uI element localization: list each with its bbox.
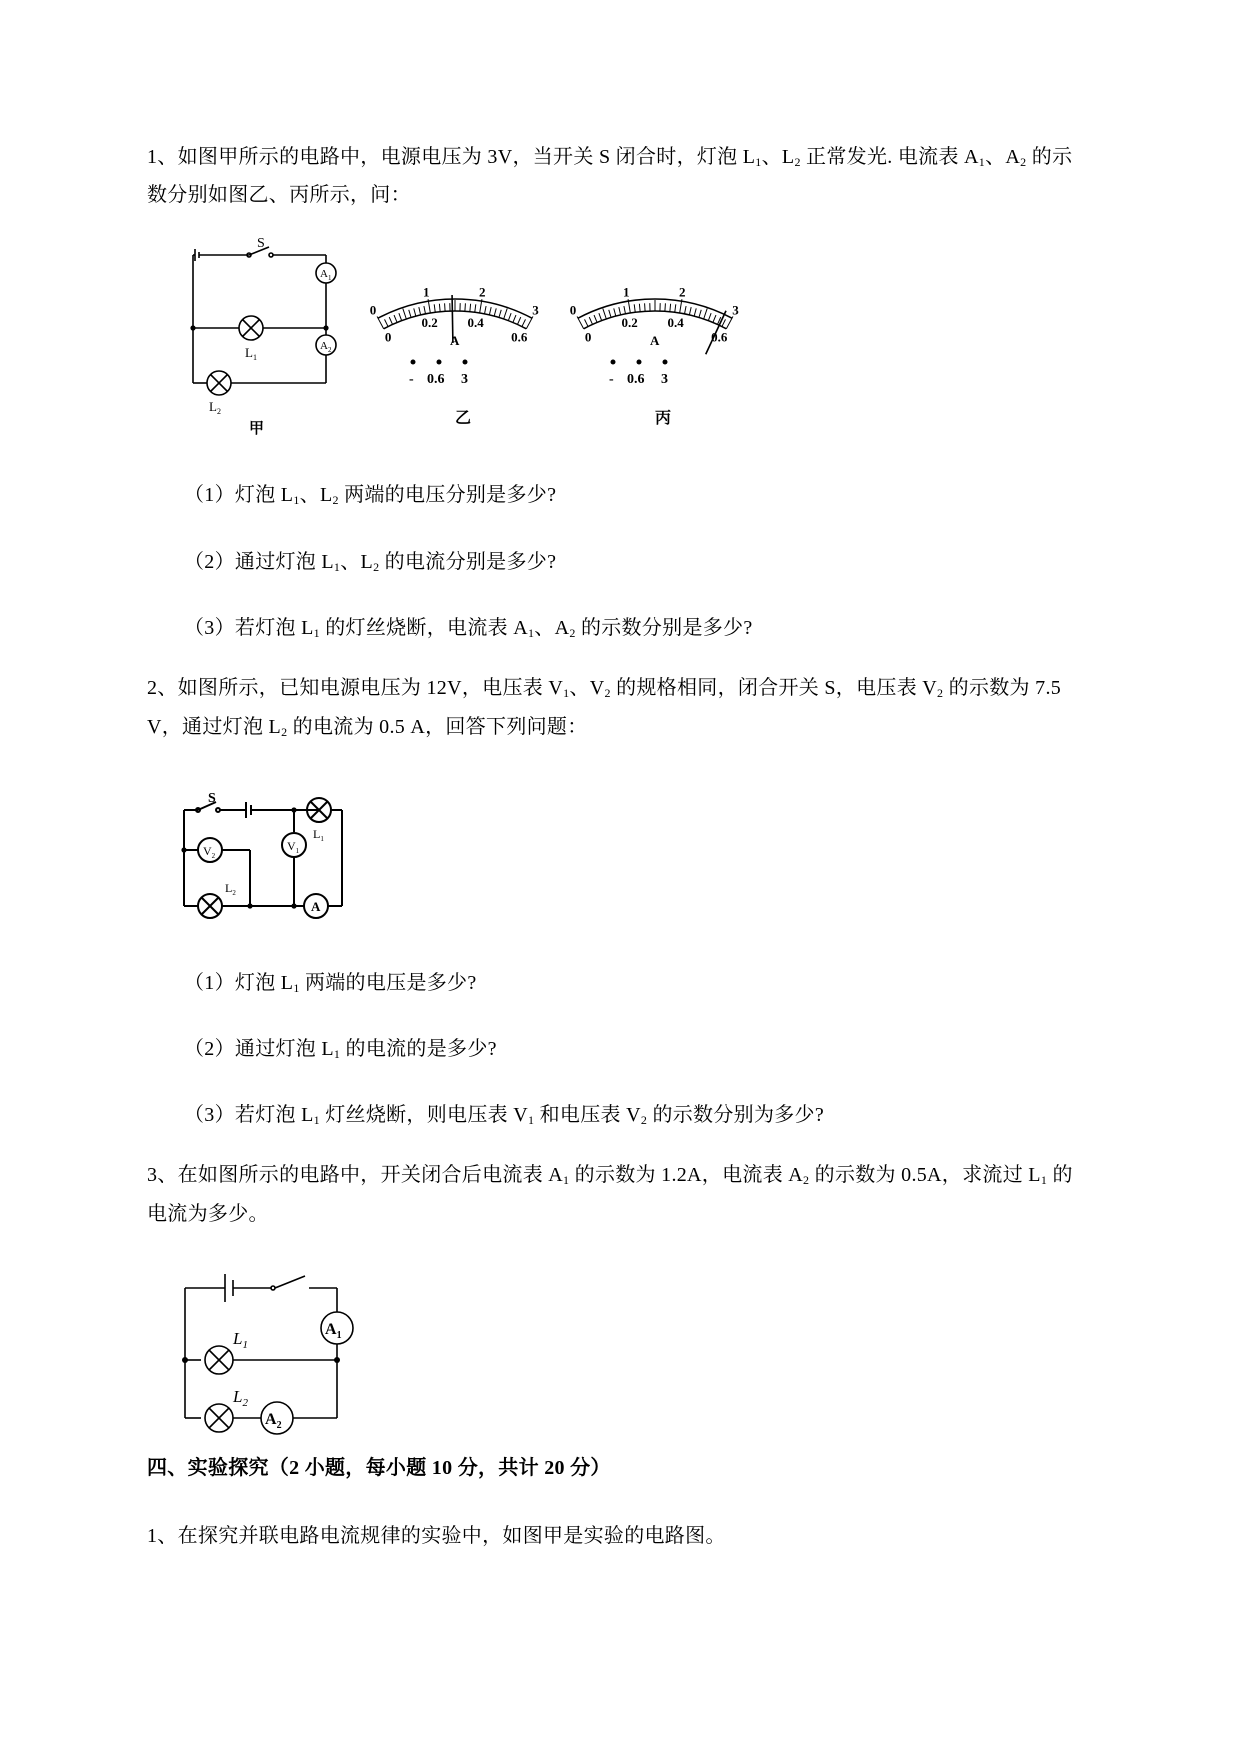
- q3-lamp-l1-label: $L_1$: [233, 1329, 248, 1351]
- q1-caption-yi: 乙: [455, 410, 472, 427]
- dial-bottom-scale-label: 0.6: [511, 329, 528, 345]
- terminal-dot: [411, 360, 416, 365]
- dial-tick: [522, 319, 526, 326]
- q1-ammeter-bing: [569, 284, 745, 430]
- dial-tick: [634, 304, 635, 312]
- dial-tick: [670, 304, 671, 312]
- dial-tick: [645, 303, 646, 311]
- dial-top-scale-label: 2: [479, 284, 486, 300]
- q3-ammeter-a2-label: $A_2$: [265, 1411, 282, 1431]
- dial-bottom-scale-label: 0.4: [667, 314, 684, 330]
- dial-tick: [726, 316, 733, 328]
- dial-top-scale-label: 3: [532, 302, 539, 318]
- dial-top-scale-label: 1: [422, 284, 430, 300]
- dial-tick: [513, 315, 516, 322]
- dial-top-scale-label: 3: [732, 302, 739, 318]
- dial-tick: [494, 308, 496, 316]
- q1-sub-1: （1）灯泡 $L_1$、$L_2$ 两端的电压分别是多少?: [184, 484, 557, 507]
- q3-lamp-l2-label: $L_2$: [233, 1387, 248, 1409]
- terminal-dot: [637, 360, 642, 365]
- dial-top-scale-label: 1: [622, 284, 630, 300]
- dial-tick: [614, 308, 616, 316]
- q2-sub-3: （3）若灯泡 $L_1$ 灯丝烧断，则电压表 $V_1$ 和电压表 $V_2$ 的示数分别为多少?: [184, 1104, 825, 1127]
- dial-tick: [485, 306, 487, 314]
- q3-ammeter-a1-label: $A_1$: [325, 1321, 342, 1341]
- dial-tick: [439, 304, 440, 312]
- dial-tick: [470, 304, 471, 312]
- dial-tick: [589, 317, 592, 324]
- dial-tick: [699, 310, 701, 318]
- dial-tick: [377, 316, 384, 328]
- dial-bottom-scale-label: 0.6: [711, 329, 728, 345]
- terminal-label: 3: [661, 372, 668, 387]
- q1-ammeter-yi: [369, 284, 545, 430]
- dial-tick: [489, 307, 491, 315]
- terminal-label: -: [409, 372, 414, 387]
- dial-tick: [394, 315, 397, 322]
- dial-top-scale-label: 0: [369, 302, 377, 318]
- dial-bottom-scale-label: 0.2: [621, 314, 638, 330]
- dial-tick: [609, 310, 611, 318]
- dial-tick: [399, 313, 402, 320]
- terminal-label: 3: [461, 372, 468, 387]
- dial-tick: [585, 319, 589, 326]
- dial-tick: [434, 304, 435, 312]
- terminal-dot: [663, 360, 668, 365]
- terminal-dot: [463, 360, 468, 365]
- dial-tick: [603, 309, 607, 319]
- dial-tick: [385, 319, 389, 326]
- dial-tick: [639, 304, 640, 312]
- section-4-heading: 四、实验探究（2 小题，每小题 10 分，共计 20 分）: [147, 1457, 611, 1479]
- dial-tick: [685, 306, 687, 314]
- q1-line-1: 1、如图甲所示的电路中，电源电压为 3V，当开关 S 闭合时，灯泡 $L_1$、$L_2$ 正常发光. 电流表 $A_1$、$A_2$ 的示: [147, 146, 1073, 169]
- dial-tick: [389, 317, 392, 324]
- q2-line-1: 2、如图所示，已知电源电压为 12V，电压表 $V_1$、$V_2$ 的规格相同，闭合开关 S，电压表 $V_2$ 的示数为 7.5: [147, 677, 1062, 700]
- dial-tick: [694, 308, 696, 316]
- q2-voltmeter-v2-label: $V_2$: [203, 844, 216, 860]
- dial-tick: [499, 310, 501, 318]
- dial-tick: [508, 313, 511, 320]
- terminal-dot: [611, 360, 616, 365]
- dial-tick: [526, 316, 533, 328]
- q2-ammeter-label: A: [311, 899, 321, 914]
- dial-tick: [403, 309, 407, 319]
- dial-tick: [689, 307, 691, 315]
- q1-lamp-l1-label: $L_1$: [245, 345, 257, 362]
- dial-tick: [594, 315, 597, 322]
- dial-tick: [419, 307, 421, 315]
- dial-needle: [452, 295, 453, 343]
- terminal-label: 0.6: [627, 372, 645, 387]
- dial-tick: [465, 303, 466, 311]
- q1-switch-label: S: [257, 236, 265, 251]
- q1-lamp-l2-label: $L_2$: [209, 399, 221, 416]
- dial-tick: [504, 309, 508, 319]
- q2-circuit-diagram: [176, 790, 356, 920]
- q2-sub-2: （2）通过灯泡 $L_1$ 的电流的是多少?: [184, 1038, 497, 1061]
- dial-tick: [624, 306, 626, 314]
- dial-tick: [619, 307, 621, 315]
- dial-tick: [424, 306, 426, 314]
- q2-line-2: V，通过灯泡 $L_2$ 的电流为 0.5 A，回答下列问题：: [147, 716, 588, 739]
- q2-voltmeter-v1-label: $V_1$: [287, 839, 300, 855]
- q3-line-2: 电流为多少。: [147, 1203, 269, 1225]
- q1-ammeter-a2-label: $A_2$: [320, 340, 332, 354]
- q1-circuit-diagram: [185, 233, 345, 437]
- ammeter-dial: [570, 284, 739, 387]
- dial-tick: [577, 316, 584, 328]
- dial-top-scale-label: 2: [679, 284, 686, 300]
- q2-lamp-l1-label: $L_1$: [313, 827, 324, 843]
- exp1-line-1: 1、在探究并联电路电流规律的实验中，如图甲是实验的电路图。: [147, 1525, 726, 1547]
- q1-sub-2: （2）通过灯泡 $L_1$、$L_2$ 的电流分别是多少?: [184, 551, 557, 574]
- dial-tick: [517, 317, 520, 324]
- dial-tick: [704, 309, 708, 319]
- terminal-label: -: [609, 372, 614, 387]
- terminal-label: 0.6: [427, 372, 445, 387]
- q1-caption-bing: 丙: [655, 410, 672, 427]
- dial-bottom-scale-label: 0: [384, 329, 392, 345]
- dial-tick: [665, 303, 666, 311]
- dial-tick: [475, 304, 476, 312]
- dial-bottom-scale-label: 0.4: [467, 314, 484, 330]
- q1-sub-3: （3）若灯泡 $L_1$ 的灯丝烧断，电流表 $A_1$、$A_2$ 的示数分别是多少?: [184, 617, 753, 640]
- dial-tick: [409, 310, 411, 318]
- q1-caption-jia: 甲: [249, 421, 265, 437]
- q2-sub-1: （1）灯泡 $L_1$ 两端的电压是多少?: [184, 972, 477, 995]
- q3-line-1: 3、在如图所示的电路中，开关闭合后电流表 $A_1$ 的示数为 1.2A，电流表 $A_2$ 的示数为 0.5A，求流过 $L_1$ 的: [147, 1164, 1073, 1187]
- q1-ammeter-a1-label: $A_1$: [320, 268, 332, 282]
- q2-lamp-l2-label: $L_2$: [225, 881, 236, 897]
- ammeter-dial: [370, 284, 539, 387]
- dial-bottom-scale-label: 0.2: [421, 314, 438, 330]
- dial-top-scale-label: 0: [569, 302, 577, 318]
- q3-circuit-diagram: [177, 1268, 367, 1431]
- dial-tick: [713, 315, 716, 322]
- dial-tick: [445, 303, 446, 311]
- q2-switch-label: S: [208, 791, 216, 806]
- dial-tick: [675, 304, 676, 312]
- dial-tick: [722, 319, 726, 326]
- dial-bottom-scale-label: 0: [584, 329, 592, 345]
- dial-unit-label: A: [650, 333, 660, 348]
- dial-tick: [708, 313, 711, 320]
- q1-line-2: 数分别如图乙、丙所示，问：: [147, 184, 411, 206]
- dial-tick: [599, 313, 602, 320]
- terminal-dot: [437, 360, 442, 365]
- dial-unit-label: A: [450, 333, 460, 348]
- dial-tick: [414, 308, 416, 316]
